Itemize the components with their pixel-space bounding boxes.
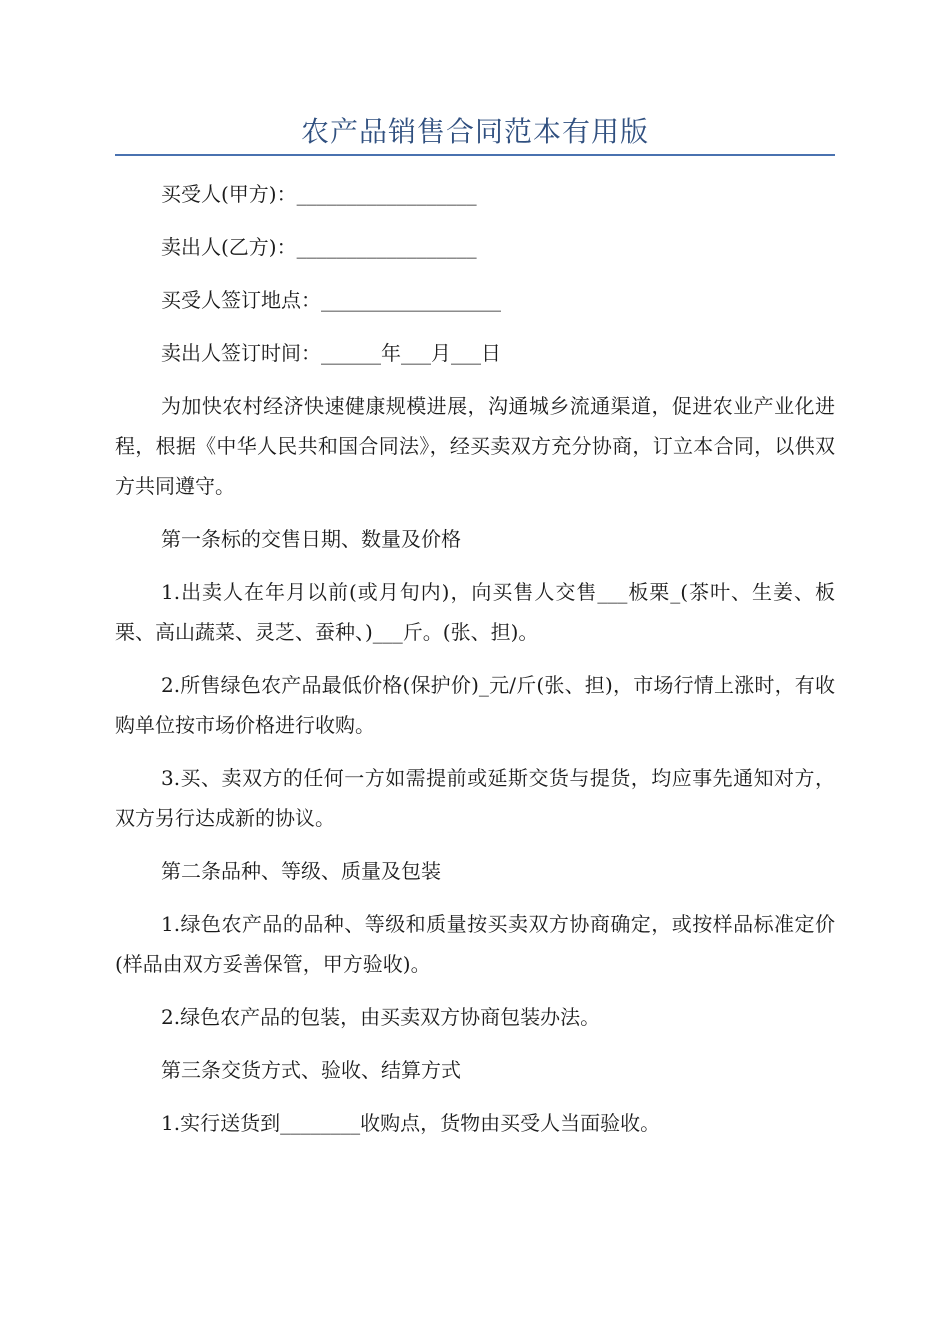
article-2-item-1: 1.绿色农产品的品种、等级和质量按买卖双方协商确定，或按样品标准定价(样品由双方妥善保管，甲方验收)。 [115, 912, 835, 976]
signing-date-line: 卖出人签订时间：______年___月___日 [161, 341, 501, 365]
seller-line: 卖出人(乙方)：__________________ [161, 235, 477, 259]
preamble-paragraph: 为加快农村经济快速健康规模进展，沟通城乡流通渠道，促进农业产业化进程，根据《中华人民共和国合同法》，经买卖双方充分协商，订立本合同，以供双方共同遵守。 [115, 394, 835, 498]
article-3-item-1: 1.实行送货到________收购点，货物由买受人当面验收。 [161, 1111, 661, 1135]
article-1-item-1: 1.出卖人在年月以前(或月旬内)，向买售人交售___板栗_(茶叶、生姜、板栗、高山蔬菜、灵芝、蚕种、)___斤。(张、担)。 [115, 580, 835, 644]
document-title: 农产品销售合同范本有用版 [300, 115, 649, 148]
buyer-line: 买受人(甲方)：__________________ [161, 182, 477, 206]
article-1-heading: 第一条标的交售日期、数量及价格 [161, 527, 461, 551]
article-2-item-2: 2.绿色农产品的包装，由买卖双方协商包装办法。 [161, 1005, 601, 1029]
article-1-item-3: 3.买、卖双方的任何一方如需提前或延斯交货与提货，均应事先通知对方，双方另行达成新的协议。 [115, 766, 835, 830]
document-body [115, 174, 835, 1156]
signing-place-line: 买受人签订地点：__________________ [161, 288, 501, 312]
article-3-heading: 第三条交货方式、验收、结算方式 [161, 1058, 461, 1082]
article-1-item-2: 2.所售绿色农产品最低价格(保护价)_元/斤(张、担)，市场行情上涨时，有收购单位按市场价格进行收购。 [115, 673, 835, 737]
title-underline [115, 154, 835, 156]
article-2-heading: 第二条品种、等级、质量及包装 [161, 859, 441, 883]
